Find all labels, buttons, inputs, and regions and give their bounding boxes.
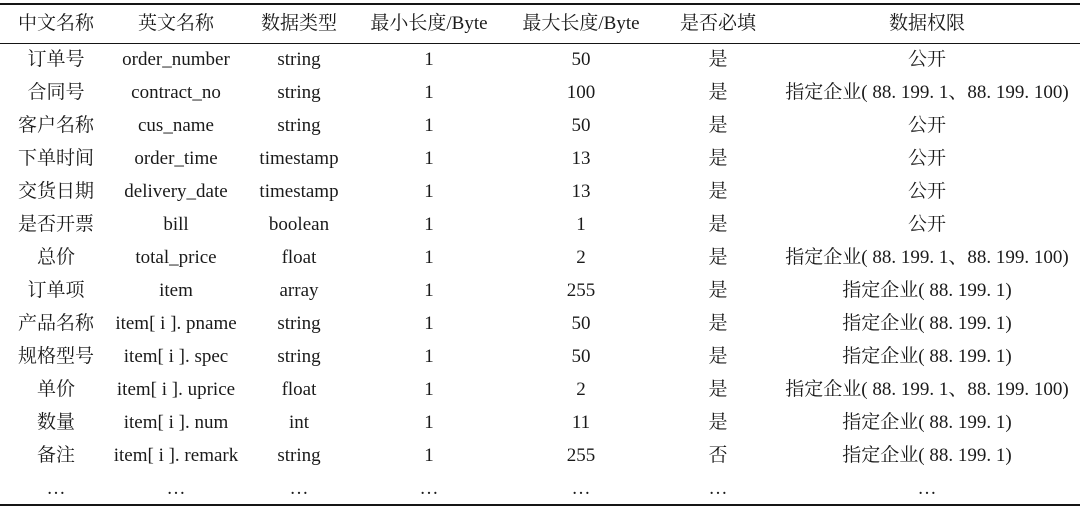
column-header: 数据权限 bbox=[888, 13, 965, 35]
table-cell: string bbox=[277, 346, 321, 367]
table-cell: 是 bbox=[708, 313, 728, 334]
table-cell: order_time bbox=[134, 148, 218, 169]
table-cell: item[ i ]. spec bbox=[123, 346, 229, 367]
table-cell: 1 bbox=[424, 280, 434, 301]
table-cell: 13 bbox=[571, 148, 591, 169]
table-cell: 1 bbox=[424, 49, 434, 71]
table-cell: … bbox=[166, 477, 186, 499]
table-cell: item[ i ]. num bbox=[123, 412, 229, 433]
table-cell: 100 bbox=[566, 82, 596, 103]
table-cell: 50 bbox=[571, 346, 591, 367]
table-cell: 255 bbox=[566, 280, 596, 301]
table-row bbox=[0, 373, 1080, 406]
table-row bbox=[0, 307, 1080, 340]
table-cell: 1 bbox=[424, 445, 434, 466]
table-cell: … bbox=[419, 477, 439, 499]
table-cell: 是 bbox=[708, 412, 728, 433]
table-cell: 规格型号 bbox=[17, 346, 94, 367]
table-cell: 否 bbox=[708, 445, 728, 466]
table-cell: item[ i ]. uprice bbox=[116, 379, 236, 400]
table-cell: … bbox=[46, 477, 66, 499]
table-cell: 备注 bbox=[36, 445, 75, 466]
table-row bbox=[0, 76, 1080, 109]
table-cell: string bbox=[277, 49, 321, 71]
table-cell: 是 bbox=[708, 181, 728, 202]
table-row bbox=[0, 142, 1080, 175]
header-row bbox=[0, 4, 1080, 43]
table-cell: 是 bbox=[708, 115, 728, 136]
table-cell: item[ i ]. remark bbox=[113, 445, 239, 466]
table-cell: 公开 bbox=[907, 115, 946, 136]
table-cell: 50 bbox=[571, 313, 591, 334]
table-cell: int bbox=[288, 412, 310, 433]
table-cell: 1 bbox=[424, 313, 434, 334]
table-cell: 2 bbox=[576, 379, 586, 400]
table-row bbox=[0, 175, 1080, 208]
table-cell: 公开 bbox=[907, 148, 946, 169]
table-cell: 1 bbox=[576, 214, 586, 235]
table-cell: 指定企业( 88. 199. 1) bbox=[842, 346, 1012, 367]
column-header: 最大长度/Byte bbox=[522, 13, 640, 35]
table-cell: string bbox=[277, 82, 321, 103]
table-cell: 是 bbox=[708, 247, 728, 268]
table-row bbox=[0, 109, 1080, 142]
table-cell: 1 bbox=[424, 412, 434, 433]
table-row bbox=[0, 208, 1080, 241]
table-cell: 13 bbox=[571, 181, 591, 202]
table-cell: 总价 bbox=[36, 247, 75, 268]
table-cell: total_price bbox=[135, 247, 217, 268]
table-cell: 指定企业( 88. 199. 1、88. 199. 100) bbox=[785, 379, 1069, 400]
table-cell: 指定企业( 88. 199. 1) bbox=[842, 412, 1012, 433]
table-cell: 是 bbox=[708, 379, 728, 400]
column-header: 数据类型 bbox=[260, 13, 337, 35]
table-cell: item[ i ]. pname bbox=[115, 313, 237, 334]
table-cell: 是 bbox=[708, 82, 728, 103]
table-cell: 合同号 bbox=[27, 82, 85, 103]
table-cell: 1 bbox=[424, 148, 434, 169]
table-cell: 50 bbox=[571, 49, 591, 71]
table-row bbox=[0, 274, 1080, 307]
table-cell: 指定企业( 88. 199. 1、88. 199. 100) bbox=[785, 82, 1069, 103]
table-row bbox=[0, 43, 1080, 76]
table-cell: 2 bbox=[576, 247, 586, 268]
table-cell: string bbox=[277, 115, 321, 136]
table-cell: item bbox=[159, 280, 193, 301]
table-cell: 1 bbox=[424, 214, 434, 235]
table-cell: 是 bbox=[708, 214, 728, 235]
table-cell: 1 bbox=[424, 82, 434, 103]
column-header: 英文名称 bbox=[137, 13, 214, 35]
table-cell: 11 bbox=[571, 412, 591, 433]
table-cell: 指定企业( 88. 199. 1) bbox=[842, 280, 1012, 301]
table-cell: string bbox=[277, 445, 321, 466]
table-cell: array bbox=[279, 280, 319, 301]
table-row bbox=[0, 241, 1080, 274]
table-cell: 订单项 bbox=[27, 280, 85, 301]
table-cell: 1 bbox=[424, 379, 434, 400]
table-cell: contract_no bbox=[131, 82, 221, 103]
table-cell: 指定企业( 88. 199. 1) bbox=[842, 445, 1012, 466]
table-cell: 是 bbox=[708, 49, 728, 71]
table-cell: 公开 bbox=[907, 181, 946, 202]
table-cell: 单价 bbox=[36, 379, 75, 400]
table-cell: 下单时间 bbox=[17, 148, 94, 169]
table-cell: 1 bbox=[424, 346, 434, 367]
table-row bbox=[0, 406, 1080, 439]
table-cell: 公开 bbox=[907, 49, 946, 71]
table-cell: 公开 bbox=[907, 214, 946, 235]
table-cell: order_number bbox=[122, 49, 230, 71]
table-cell: 指定企业( 88. 199. 1) bbox=[842, 313, 1012, 334]
table-cell: 客户名称 bbox=[17, 115, 94, 136]
table-cell: 是 bbox=[708, 346, 728, 367]
table-cell: … bbox=[289, 477, 309, 499]
table-cell: 1 bbox=[424, 247, 434, 268]
table-cell: timestamp bbox=[259, 148, 339, 169]
table-cell: string bbox=[277, 313, 321, 334]
table-cell: 指定企业( 88. 199. 1、88. 199. 100) bbox=[785, 247, 1069, 268]
table-row bbox=[0, 439, 1080, 472]
table-cell: boolean bbox=[268, 214, 330, 235]
table-cell: 50 bbox=[571, 115, 591, 136]
column-header: 中文名称 bbox=[17, 13, 94, 35]
table-cell: bill bbox=[163, 214, 189, 235]
table-cell: … bbox=[571, 477, 591, 499]
table-cell: 1 bbox=[424, 115, 434, 136]
table-row bbox=[0, 472, 1080, 505]
table-cell: 产品名称 bbox=[17, 313, 94, 334]
table-row bbox=[0, 340, 1080, 373]
table-cell: timestamp bbox=[259, 181, 339, 202]
table-cell: float bbox=[281, 247, 317, 268]
data-dictionary-table bbox=[0, 3, 1080, 506]
table-cell: 是 bbox=[708, 148, 728, 169]
column-header: 是否必填 bbox=[679, 13, 756, 35]
table-cell: 1 bbox=[424, 181, 434, 202]
table-cell: cus_name bbox=[138, 115, 214, 136]
table-cell: 255 bbox=[566, 445, 596, 466]
table-cell: 是否开票 bbox=[17, 214, 94, 235]
table-cell: 是 bbox=[708, 280, 728, 301]
table-body bbox=[0, 43, 1080, 505]
table-header bbox=[0, 4, 1080, 43]
column-header: 最小长度/Byte bbox=[370, 13, 488, 35]
table-cell: … bbox=[708, 477, 728, 499]
table-cell: float bbox=[281, 379, 317, 400]
table-cell: 订单号 bbox=[27, 49, 85, 71]
table-cell: 数量 bbox=[36, 412, 75, 433]
table-cell: delivery_date bbox=[124, 181, 228, 202]
table-cell: … bbox=[917, 477, 937, 499]
table-cell: 交货日期 bbox=[17, 181, 94, 202]
